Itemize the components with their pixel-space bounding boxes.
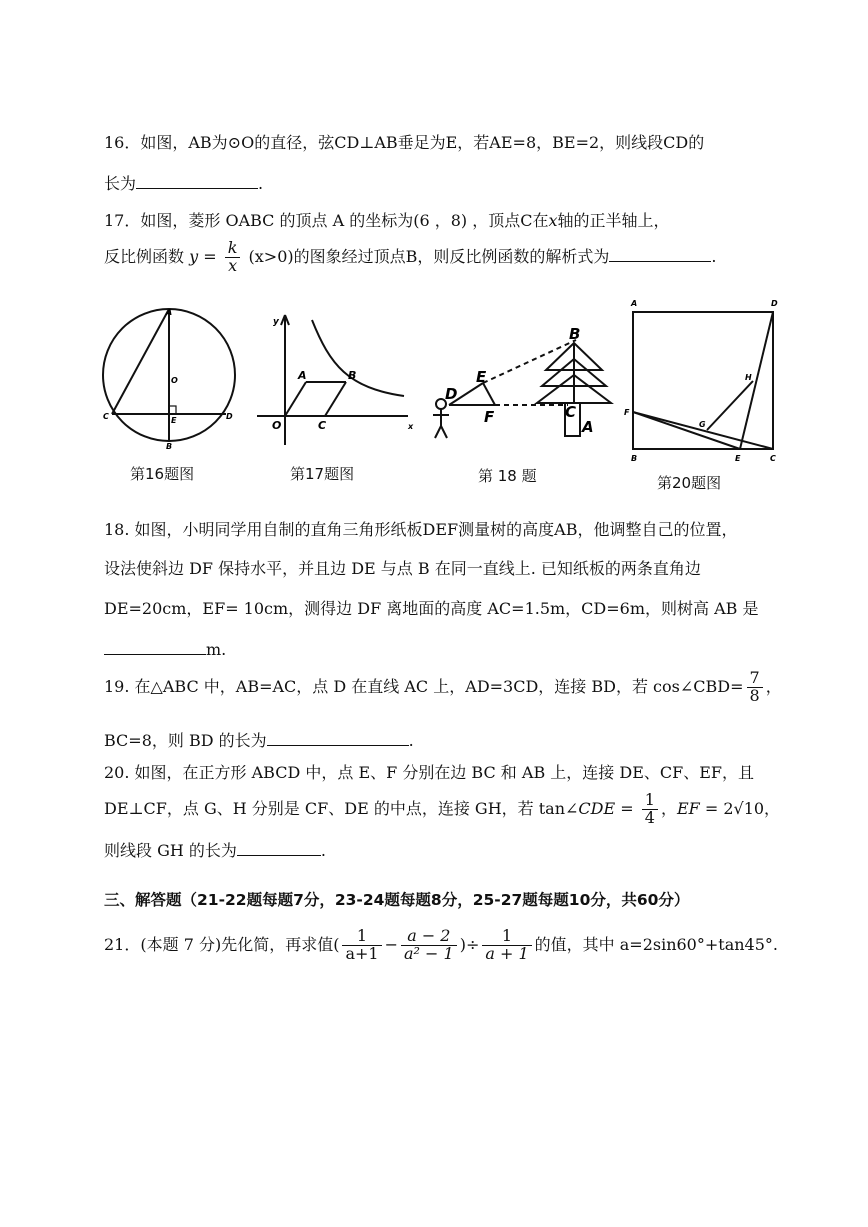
q21-frac1	[342, 928, 381, 963]
q17-line2	[104, 240, 716, 275]
q19-answer-blank[interactable]	[267, 727, 409, 746]
q17-x: x	[548, 211, 558, 230]
q20-line3	[104, 837, 326, 861]
fig20-label-C: C	[770, 454, 776, 463]
fig20-label-B: B	[631, 454, 638, 463]
q20-text-b: ，	[660, 798, 677, 818]
q20-text-a: DE⊥CF，点 G、H 分别是 CF、DE 的中点，连接 GH，若 tan	[104, 798, 566, 818]
fig20-label-G: G	[699, 420, 706, 429]
q20-answer-blank[interactable]	[237, 837, 321, 856]
q21-frac3	[482, 928, 531, 963]
q20-eq: =	[615, 798, 639, 818]
q21-frac1-num: 1	[342, 928, 381, 946]
q21-frac2	[401, 928, 457, 963]
q20-angle: ∠CDE	[565, 798, 616, 818]
q20-suffix: .	[320, 841, 327, 860]
fig18-label-A: A	[582, 418, 594, 436]
q20-ef-value: = 2√10	[699, 798, 765, 818]
fig16-label-E: E	[171, 416, 177, 425]
fig18-label-B: B	[569, 325, 581, 343]
section3-heading: 三、解答题（21-22题每题7分，23-24题每题8分，25-27题每题10分，共60分）	[104, 891, 690, 909]
q20-frac-num: 1	[642, 792, 658, 810]
q17-fraction	[225, 240, 241, 275]
q17-frac-num: k	[225, 240, 241, 258]
q21-frac2-num: a − 2	[401, 928, 457, 946]
q17-end: .	[711, 246, 717, 266]
q20-line2	[104, 792, 780, 827]
fig17-label-O: O	[272, 419, 282, 432]
q16-line1: 16．如图，AB为⊙O的直径，弦CD⊥AB垂足为E，若AE=8，BE=2，则线段CD的	[104, 133, 705, 152]
q17-text-b: 轴的正半轴上，	[557, 211, 670, 230]
fig17-label-y: y	[273, 317, 279, 327]
q19-text-a: 19. 在△ABC 中，AB=AC，点 D 在直线 AC 上，AD=3CD，连接 BD，若 cos∠CBD=	[104, 676, 744, 696]
q21-suffix: 的值，其中 a=2sin60°+tan45°.	[534, 934, 778, 954]
q17-text-a: 17．如图，菱形 OABC 的顶点 A 的坐标为(6 ，8) ，顶点C在	[104, 211, 549, 230]
fig18-label-E: E	[476, 368, 487, 386]
q17-text-c: 反比例函数	[104, 246, 185, 266]
fig16-diagram	[103, 309, 235, 441]
q17-y: y	[189, 246, 199, 266]
fig17-caption: 第17题图	[290, 465, 355, 483]
fig20-label-F: F	[624, 408, 630, 417]
fig16-label-C: C	[103, 412, 109, 421]
q19-end: ，	[765, 676, 782, 696]
fig16-label-B: B	[166, 442, 173, 451]
q20-end: ，	[764, 798, 781, 818]
q20-ef: EF	[676, 798, 700, 818]
q19-suffix: .	[408, 731, 414, 750]
fig16-label-O: O	[171, 376, 178, 385]
q21-frac3-den: a + 1	[485, 943, 529, 963]
q19-prefix: BC=8，则 BD 的长为	[104, 731, 267, 750]
q19-frac-den: 8	[749, 685, 760, 705]
fig16-label-D: D	[226, 412, 233, 421]
fig17-label-x: x	[408, 422, 414, 431]
fig18-label-C: C	[565, 403, 577, 421]
fig18-caption: 第 18 题	[478, 467, 537, 485]
fig20-label-H: H	[745, 373, 752, 382]
q16-answer-blank[interactable]	[136, 170, 258, 189]
q19-line1	[104, 670, 782, 705]
q16-suffix: .	[258, 174, 264, 193]
fig16-label-A: A	[166, 308, 173, 317]
fig20-label-A: A	[631, 299, 638, 308]
q21-frac3-num: 1	[482, 928, 531, 946]
q21-frac1-den: a+1	[345, 943, 379, 963]
fig18-label-F: F	[484, 408, 495, 426]
q20-fraction	[642, 792, 658, 827]
q20-line1: 20. 如图，在正方形 ABCD 中，点 E、F 分别在边 BC 和 AB 上，连接 DE、CF、EF，且	[104, 763, 755, 782]
q17-frac-den: x	[228, 255, 238, 275]
fig20-label-E: E	[735, 454, 741, 463]
q18-line3: DE=20cm，EF= 10cm，测得边 DF 离地面的高度 AC=1.5m，CD=6m，则树高 AB 是	[104, 599, 759, 618]
q21-prefix: 21．(本题 7 分)先化简，再求值(	[104, 934, 340, 954]
fig17-label-B: B	[348, 369, 357, 382]
q18-line1: 18. 如图，小明同学用自制的直角三角形纸板DEF测量树的高度AB，他调整自己的位置，	[104, 520, 738, 539]
q21-line	[104, 928, 778, 963]
q17-line1	[104, 208, 670, 231]
q17-eq: =	[198, 246, 222, 266]
q21-minus: −	[384, 934, 398, 954]
q20-prefix: 则线段 GH 的长为	[104, 841, 237, 860]
q19-fraction	[747, 670, 763, 705]
q18-line4	[104, 636, 226, 659]
q16-prefix: 长为	[104, 174, 137, 193]
q18-suffix: m.	[206, 640, 227, 659]
q18-line2: 设法使斜边 DF 保持水平，并且边 DE 与点 B 在同一直线上. 已知纸板的两条直角边	[104, 559, 701, 578]
fig20-caption: 第20题图	[657, 474, 722, 492]
fig18-label-D: D	[445, 385, 458, 403]
q17-answer-blank[interactable]	[609, 243, 711, 262]
q19-frac-num: 7	[747, 670, 763, 688]
fig16-caption: 第16题图	[130, 465, 195, 483]
q21-div: )÷	[459, 934, 480, 954]
q17-text-d: (x>0)的图象经过顶点B，则反比例函数的解析式为	[243, 246, 610, 266]
q19-line2	[104, 727, 414, 751]
fig17-label-A: A	[298, 369, 307, 382]
figures-panel	[90, 295, 780, 470]
q16-line2	[104, 170, 263, 194]
q18-answer-blank[interactable]	[104, 636, 206, 655]
q20-frac-den: 4	[644, 807, 655, 827]
fig17-label-C: C	[318, 419, 327, 432]
q21-frac2-den: a² − 1	[403, 943, 454, 963]
fig20-label-D: D	[771, 299, 778, 308]
